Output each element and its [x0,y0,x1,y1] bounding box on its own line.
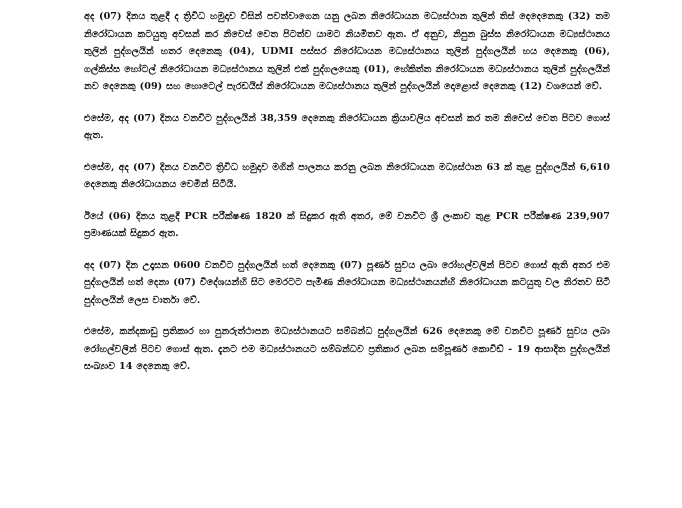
paragraph-current-quarantine: එසේම, අද (07) දිනය වනවිට ත්‍රිවිධ හමුදාව මගින් පාලනය කරනු ලබන නිරෝධායන මධ්‍යස්ථාන 63 ක් තුළ පුද්ගලයින් 6,610 දෙනෙකු නිරෝධායනය වෙමින් සිටියි. [84,161,610,190]
paragraph-kandakadu-center: එසේම, කන්දකාඩු ප්‍රතිකාර හා පුනරුත්ථාපන මධ්‍යස්ථානයට සම්බන්ධ පුද්ගලයින් 626 දෙනෙකු මේ වනවිට පූර්ණ සුවය ලබා රෝහල්වලින් පිටව ගොස් ඇත. දැනට එම මධ්‍යස්ථානයට සම්බන්ධව ප්‍රතිකාර ලබන සම්පූර්ණ කොවිඩ් - 19 ආසාදිත පුද්ගලයින් සංඛ්‍යාව 14 දෙනෙකු වේ. [84,326,610,372]
paragraph-pcr-tests: ඊයේ (06) දිනය තුළදී PCR පරීක්ෂණ 1820 ක් සිදුකර ඇති අතර, මේ වනවිට ශ්‍රී ලංකාව තුළ PCR පරීක්ෂණ 239,907 ප්‍රමාණයක් සිදුකර ඇත. [84,210,610,239]
document-body [84,8,610,390]
paragraph-total-completed: එසේම, අද (07) දිනය වනවිට පුද්ගලයින් 38,359 දෙනෙකු නිරෝධායන ක්‍රියාවලිය අවසන් කර තම නිවෙස් වෙත පිටව ගොස් ඇත. [84,112,610,141]
paragraph-recovered: අද (07) දින උදෑසන 0600 වනවිට පුද්ගලයින් හත් දෙනෙකු (07) පූර්ණ සුවය ලබා රෝහල්වලින් පිටව ගොස් ඇති අතර එම පුද්ගලයින් හත් දෙනා (07) විදේශයන්හි සිට මෙරටට පැමිණ නිරෝධායන මධ්‍යස්ථානයන්හි නිරෝධායන කටයුතු වල නිරතව සිටි පුද්ගලයින් ලෙස වාර්තා වේ. [84,259,610,306]
paragraph-quarantine-completion: අද (07) දිනය තුළදී ද ත්‍රිවිධ හමුදාව විසින් පවත්වාගෙන යනු ලබන නිරෝධායන මධ්‍යස්ථාන තුලින් තිස් දෙදෙනෙකු (32) තම නිරෝධායන කටයුතු අවසන් කර නිවෙස් වෙත පිටත්ව යාමට නියමිතව ඇත. ඒ අනුව, නිපුන බුස්ස නිරෝධායන මධ්‍යස්ථානය තුලින් පුද්ගලයින් හතර දෙනෙකු (04), UDMI පස්සර නිරෝධායන මධ්‍යස්ථානය තුලින් පුද්ගලයින් හය දෙනෙකු (06), ගල්කිස්ස හෝටල් නිරෝධායන මධ්‍යස්ථානය තුලින් එක් පුද්ගලයෙකු (01), හේකිත්ත නිරෝධායන මධ්‍යස්ථානය තුලින් පුද්ගලයින් නව දෙනෙකු (09) සහ හොටෙල් පැරඩයිස් නිරෝධායන මධ්‍යස්ථානය තුලින් පුද්ගලයින් දොළොස් දෙනෙකු (12) වශයෙන් වේ. [84,11,610,92]
